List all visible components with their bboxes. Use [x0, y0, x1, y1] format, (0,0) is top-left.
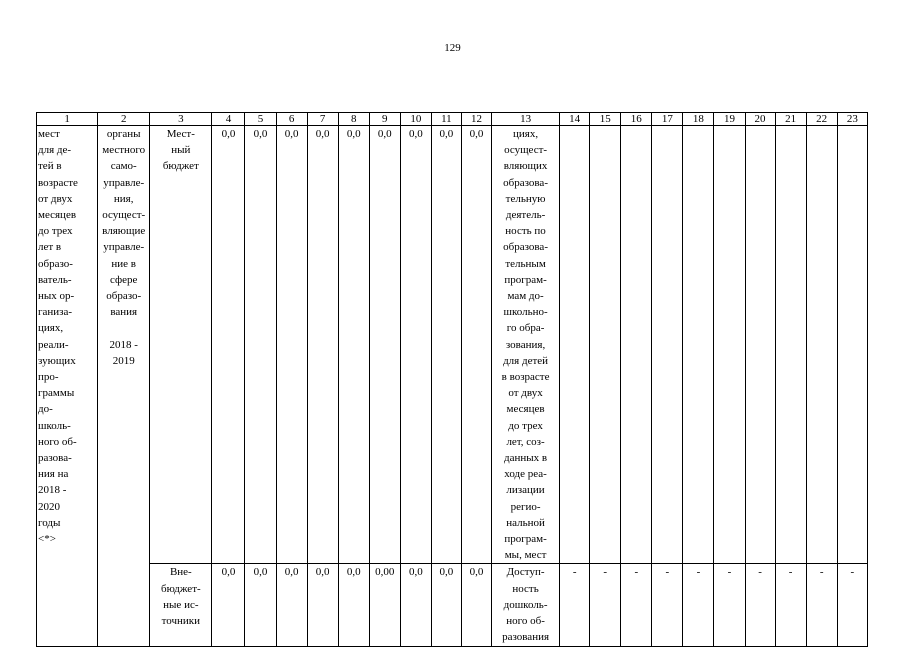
dash-cell: - — [652, 564, 683, 646]
page-number: 129 — [444, 42, 461, 54]
object-description-cell: мест для де- тей в возрасте от двух месяцев до трех лет в образо- ватель- ных ор- ганиза- циях, реали- зующих про- граммы до- школь- ного об- разова- ния на 2018 - 2020 годы <*> — [37, 126, 98, 647]
indicator-cell: циях, осущест- вляющих образова- тельную деятель- ность по образова- тельным програм- мам до- школьно- го обра- зования, для детей в возрасте от двух месяцев до трех лет, соз- данных в ходе реа- лизации регио- нальной програм- мы, мест — [491, 126, 559, 564]
header-cell: 21 — [775, 113, 806, 126]
header-cell: 6 — [276, 113, 307, 126]
header-cell: 10 — [400, 113, 431, 126]
header-cell: 3 — [150, 113, 212, 126]
value-cell: 0,0 — [276, 126, 307, 564]
header-cell: 14 — [560, 113, 590, 126]
value-cell: 0,0 — [245, 564, 276, 646]
value-cell: 0,0 — [276, 564, 307, 646]
value-cell: 0,0 — [461, 564, 491, 646]
value-cell: 0,0 — [338, 126, 369, 564]
header-cell: 5 — [245, 113, 276, 126]
value-cell: 0,0 — [338, 564, 369, 646]
header-cell: 2 — [98, 113, 150, 126]
empty-cell — [775, 126, 806, 564]
dash-cell: - — [837, 564, 867, 646]
empty-cell — [590, 126, 621, 564]
budget-table — [36, 112, 868, 647]
header-cell: 19 — [714, 113, 745, 126]
empty-cell — [683, 126, 714, 564]
value-cell: 0,0 — [431, 126, 461, 564]
value-cell: 0,0 — [212, 126, 245, 564]
header-cell: 1 — [37, 113, 98, 126]
header-cell: 18 — [683, 113, 714, 126]
value-cell: 0,0 — [400, 126, 431, 564]
dash-cell: - — [806, 564, 837, 646]
value-cell: 0,0 — [369, 126, 400, 564]
empty-cell — [621, 126, 652, 564]
table-row — [37, 564, 868, 646]
executor-period-cell: органы местного само- управле- ния, осущест- вляющие управле- ние в сфере образо- вания 2018 - 2019 — [98, 126, 150, 647]
dash-cell: - — [621, 564, 652, 646]
empty-cell — [560, 126, 590, 564]
value-cell: 0,0 — [212, 564, 245, 646]
empty-cell — [714, 126, 745, 564]
header-cell: 22 — [806, 113, 837, 126]
value-cell: 0,0 — [307, 126, 338, 564]
header-cell: 9 — [369, 113, 400, 126]
empty-cell — [837, 126, 867, 564]
header-cell: 4 — [212, 113, 245, 126]
indicator-cell: Доступ- ность дошколь- ного об- разования — [491, 564, 559, 646]
dash-cell: - — [775, 564, 806, 646]
header-cell: 20 — [745, 113, 775, 126]
header-cell: 7 — [307, 113, 338, 126]
header-row — [37, 113, 868, 126]
header-cell: 13 — [491, 113, 559, 126]
dash-cell: - — [590, 564, 621, 646]
dash-cell: - — [745, 564, 775, 646]
dash-cell: - — [560, 564, 590, 646]
header-cell: 8 — [338, 113, 369, 126]
value-cell: 0,0 — [461, 126, 491, 564]
header-cell: 17 — [652, 113, 683, 126]
empty-cell — [806, 126, 837, 564]
value-cell: 0,0 — [307, 564, 338, 646]
dash-cell: - — [683, 564, 714, 646]
header-cell: 23 — [837, 113, 867, 126]
value-cell: 0,0 — [431, 564, 461, 646]
funding-source-cell: Мест- ный бюджет — [150, 126, 212, 564]
header-cell: 15 — [590, 113, 621, 126]
header-cell: 12 — [461, 113, 491, 126]
empty-cell — [652, 126, 683, 564]
table-row — [37, 126, 868, 564]
value-cell: 0,0 — [400, 564, 431, 646]
header-cell: 11 — [431, 113, 461, 126]
header-cell: 16 — [621, 113, 652, 126]
dash-cell: - — [714, 564, 745, 646]
funding-source-cell: Вне- бюджет- ные ис- точники — [150, 564, 212, 646]
value-cell: 0,00 — [369, 564, 400, 646]
empty-cell — [745, 126, 775, 564]
value-cell: 0,0 — [245, 126, 276, 564]
